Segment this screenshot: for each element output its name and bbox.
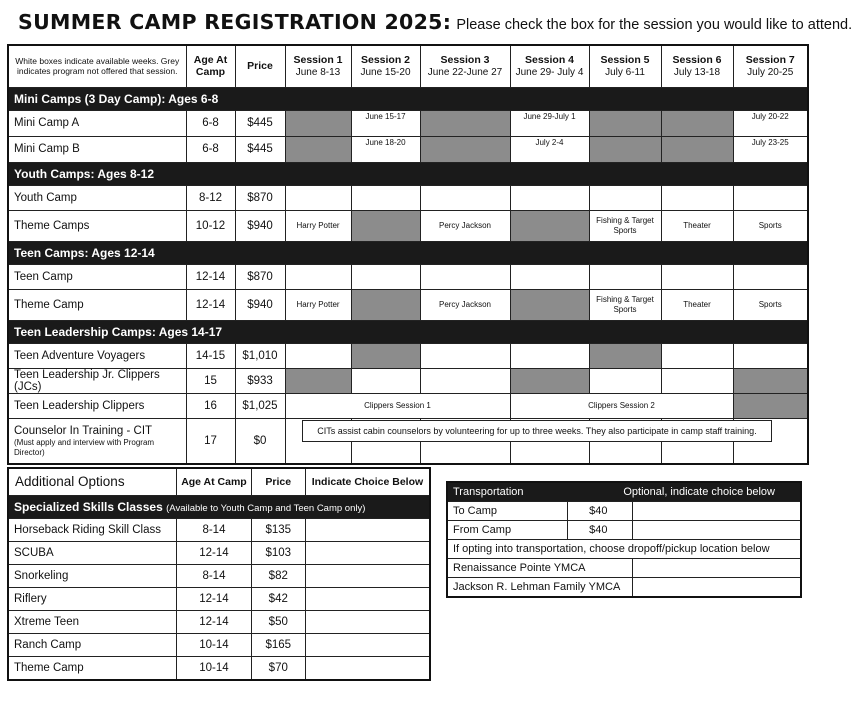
- session-checkbox[interactable]: Sports: [733, 289, 808, 320]
- transport-price: $40: [568, 521, 632, 540]
- session-name: Session 6: [672, 53, 722, 66]
- table-row: [8, 136, 808, 162]
- option-name: SCUBA: [8, 541, 177, 564]
- option-age: 10-14: [177, 633, 251, 656]
- option-age: 8-14: [177, 518, 251, 541]
- program-name: Teen Camp: [8, 264, 186, 289]
- program-price: $933: [235, 368, 285, 393]
- session-checkbox[interactable]: [661, 185, 733, 210]
- session-checkbox[interactable]: [351, 368, 420, 393]
- table-row: [8, 393, 808, 418]
- cit-name: Counselor In Training - CIT: [14, 424, 153, 437]
- category-label: [8, 495, 430, 518]
- category-row-leadership: [8, 320, 808, 343]
- transport-title-note: Optional, indicate choice below: [623, 486, 775, 498]
- col-price: Price: [251, 468, 305, 495]
- program-name: Teen Adventure Voyagers: [8, 343, 186, 368]
- table-row: [8, 264, 808, 289]
- session-checkbox[interactable]: Theater: [661, 210, 733, 241]
- session-checkbox[interactable]: Fishing & Target Sports: [589, 289, 661, 320]
- session-checkbox[interactable]: Sports: [733, 210, 808, 241]
- choice-cell[interactable]: [305, 541, 430, 564]
- session-checkbox[interactable]: [285, 185, 351, 210]
- program-age: 12-14: [186, 264, 235, 289]
- unavailable-cell: [733, 393, 808, 418]
- program-price: $1,010: [235, 343, 285, 368]
- option-age: 8-14: [177, 564, 251, 587]
- transport-title: Transportation: [453, 486, 524, 498]
- option-age: 12-14: [177, 587, 251, 610]
- option-price: $165: [251, 633, 305, 656]
- table-row: [8, 110, 808, 136]
- option-age: 12-14: [177, 541, 251, 564]
- option-age: 12-14: [177, 610, 251, 633]
- category-row-teen: [8, 241, 808, 264]
- col-age: Age At Camp: [177, 468, 251, 495]
- session-checkbox[interactable]: Harry Potter: [285, 210, 351, 241]
- session-name: Session 4: [524, 53, 575, 66]
- program-name: Teen Leadership Jr. Clippers (JCs): [8, 368, 186, 393]
- unavailable-cell: [420, 110, 510, 136]
- session-checkbox[interactable]: [733, 343, 808, 368]
- program-age: 15: [186, 368, 235, 393]
- options-header-row: [8, 468, 430, 495]
- program-price: $445: [235, 110, 285, 136]
- choice-cell[interactable]: [305, 633, 430, 656]
- option-name: Ranch Camp: [8, 633, 177, 656]
- program-price: $870: [235, 185, 285, 210]
- session-checkbox[interactable]: [351, 264, 420, 289]
- session-checkbox[interactable]: [420, 185, 510, 210]
- additional-options-table: [7, 467, 431, 681]
- col-price: Price: [235, 45, 285, 87]
- option-price: $82: [251, 564, 305, 587]
- table-row: [8, 289, 808, 320]
- col-session-5: [589, 45, 661, 87]
- choice-cell[interactable]: [632, 521, 801, 540]
- page-header: [18, 10, 852, 34]
- clippers-session-2-checkbox[interactable]: Clippers Session 2: [510, 393, 733, 418]
- session-checkbox[interactable]: [285, 343, 351, 368]
- cit-requirement: (Must apply and interview with Program Director): [14, 437, 155, 457]
- unavailable-cell: [589, 136, 661, 162]
- col-session-4: [510, 45, 589, 87]
- session-checkbox[interactable]: July 20-22: [733, 110, 808, 136]
- session-checkbox[interactable]: [661, 264, 733, 289]
- program-age: 14-15: [186, 343, 235, 368]
- session-checkbox[interactable]: Theater: [661, 289, 733, 320]
- col-session-3: [420, 45, 510, 87]
- session-checkbox[interactable]: [510, 185, 589, 210]
- option-price: $135: [251, 518, 305, 541]
- table-row: [8, 587, 430, 610]
- location-option: Jackson R. Lehman Family YMCA: [447, 578, 632, 598]
- session-checkbox[interactable]: Fishing & Target Sports: [589, 210, 661, 241]
- category-row-youth: [8, 162, 808, 185]
- transport-option: To Camp: [447, 502, 568, 521]
- program-price: $940: [235, 289, 285, 320]
- program-age: 12-14: [186, 289, 235, 320]
- program-name: Mini Camp A: [8, 110, 186, 136]
- program-name: [8, 418, 186, 464]
- table-row: [8, 564, 430, 587]
- unavailable-cell: [285, 110, 351, 136]
- table-row: [8, 656, 430, 680]
- program-name: Theme Camp: [8, 289, 186, 320]
- table-row: [8, 541, 430, 564]
- category-row-skills: [8, 495, 430, 518]
- options-title: Additional Options: [8, 468, 177, 495]
- unavailable-cell: [351, 289, 420, 320]
- table-row: [447, 559, 801, 578]
- session-checkbox[interactable]: [661, 368, 733, 393]
- option-price: $70: [251, 656, 305, 680]
- choice-cell[interactable]: [305, 656, 430, 680]
- choice-cell[interactable]: [305, 587, 430, 610]
- table-row: [8, 210, 808, 241]
- choice-cell[interactable]: [632, 559, 801, 578]
- session-checkbox[interactable]: [351, 185, 420, 210]
- program-price: $940: [235, 210, 285, 241]
- unavailable-cell: [661, 110, 733, 136]
- col-session-6: [661, 45, 733, 87]
- table-row: [8, 343, 808, 368]
- session-header-row: [8, 45, 808, 87]
- program-name: Teen Leadership Clippers: [8, 393, 186, 418]
- program-price: $870: [235, 264, 285, 289]
- session-name: Session 2: [360, 53, 411, 66]
- option-price: $103: [251, 541, 305, 564]
- unavailable-cell: [733, 368, 808, 393]
- col-session-2: [351, 45, 420, 87]
- session-checkbox[interactable]: June 18-20: [351, 136, 420, 162]
- option-age: 10-14: [177, 656, 251, 680]
- table-row: [8, 610, 430, 633]
- program-age: 16: [186, 393, 235, 418]
- unavailable-cell: [420, 136, 510, 162]
- session-checkbox[interactable]: Harry Potter: [285, 289, 351, 320]
- session-dates: June 8-13: [295, 66, 341, 78]
- category-row-mini: [8, 87, 808, 110]
- session-checkbox[interactable]: Percy Jackson: [420, 289, 510, 320]
- session-checkbox[interactable]: [420, 264, 510, 289]
- col-session-1: [285, 45, 351, 87]
- legend-note: White boxes indicate available weeks. Grey indicates program not offered that session.: [8, 45, 186, 87]
- transport-header-row: [447, 482, 801, 502]
- option-price: $50: [251, 610, 305, 633]
- program-age: 17: [186, 418, 235, 464]
- session-name: Session 3: [440, 53, 490, 66]
- category-label: Teen Camps: Ages 12-14: [8, 241, 808, 264]
- transportation-table: [446, 481, 802, 598]
- option-price: $42: [251, 587, 305, 610]
- skills-note: (Available to Youth Camp and Teen Camp only): [166, 502, 366, 514]
- unavailable-cell: [589, 110, 661, 136]
- unavailable-cell: [510, 289, 589, 320]
- option-name: Snorkeling: [8, 564, 177, 587]
- option-name: Xtreme Teen: [8, 610, 177, 633]
- session-checkbox[interactable]: June 15-17: [351, 110, 420, 136]
- transport-price: $40: [568, 502, 632, 521]
- col-choice: Indicate Choice Below: [305, 468, 430, 495]
- session-checkbox[interactable]: [589, 264, 661, 289]
- program-age: 10-12: [186, 210, 235, 241]
- session-name: Session 1: [293, 53, 343, 66]
- session-dates: July 20-25: [747, 66, 794, 78]
- unavailable-cell: [510, 368, 589, 393]
- choice-cell[interactable]: [632, 502, 801, 521]
- unavailable-cell: [589, 343, 661, 368]
- program-price: $1,025: [235, 393, 285, 418]
- session-dates: July 13-18: [673, 66, 721, 78]
- cit-note: CITs assist cabin counselors by volunteering for up to three weeks. They also participate in camp staff training.: [302, 420, 772, 442]
- program-price: $445: [235, 136, 285, 162]
- choice-cell[interactable]: [305, 518, 430, 541]
- program-name: Youth Camp: [8, 185, 186, 210]
- unavailable-cell: [285, 136, 351, 162]
- session-checkbox[interactable]: Percy Jackson: [420, 210, 510, 241]
- session-checkbox[interactable]: [589, 368, 661, 393]
- session-checkbox[interactable]: June 29-July 1: [510, 110, 589, 136]
- session-name: Session 7: [745, 53, 795, 66]
- program-age: 6-8: [186, 136, 235, 162]
- clippers-session-1-checkbox[interactable]: Clippers Session 1: [285, 393, 510, 418]
- session-table: [7, 44, 809, 465]
- option-name: Theme Camp: [8, 656, 177, 680]
- session-checkbox[interactable]: [661, 343, 733, 368]
- option-name: Horseback Riding Skill Class: [8, 518, 177, 541]
- unavailable-cell: [351, 343, 420, 368]
- table-row: [8, 368, 808, 393]
- session-checkbox[interactable]: July 2-4: [510, 136, 589, 162]
- session-checkbox[interactable]: [420, 368, 510, 393]
- page-instruction: Please check the box for the session you would like to attend.: [456, 17, 852, 33]
- unavailable-cell: [510, 210, 589, 241]
- page-title: SUMMER CAMP REGISTRATION 2025:: [18, 10, 452, 34]
- choice-cell[interactable]: [305, 610, 430, 633]
- session-checkbox[interactable]: [589, 185, 661, 210]
- session-dates: June 29- July 4: [515, 66, 584, 78]
- location-note: If opting into transportation, choose dropoff/pickup location below: [447, 540, 801, 559]
- unavailable-cell: [661, 136, 733, 162]
- choice-cell[interactable]: [632, 578, 801, 598]
- session-checkbox[interactable]: [510, 264, 589, 289]
- session-dates: June 15-20: [360, 66, 411, 78]
- session-checkbox[interactable]: [733, 264, 808, 289]
- table-row: [8, 518, 430, 541]
- session-dates: June 22-June 27: [427, 66, 503, 78]
- col-session-7: [733, 45, 808, 87]
- program-price: $0: [235, 418, 285, 464]
- program-age: 6-8: [186, 110, 235, 136]
- category-label: Mini Camps (3 Day Camp): Ages 6-8: [8, 87, 808, 110]
- session-checkbox[interactable]: [420, 343, 510, 368]
- session-checkbox[interactable]: [733, 185, 808, 210]
- table-row: [447, 521, 801, 540]
- location-option: Renaissance Pointe YMCA: [447, 559, 632, 578]
- program-age: 8-12: [186, 185, 235, 210]
- table-row: [8, 185, 808, 210]
- skills-title: Specialized Skills Classes: [14, 499, 163, 514]
- unavailable-cell: [351, 210, 420, 241]
- table-row: [447, 578, 801, 598]
- table-row: [8, 633, 430, 656]
- col-age: Age At Camp: [186, 45, 235, 87]
- table-row: [447, 502, 801, 521]
- transport-option: From Camp: [447, 521, 568, 540]
- program-name: Mini Camp B: [8, 136, 186, 162]
- session-name: Session 5: [600, 53, 650, 66]
- session-checkbox[interactable]: [510, 343, 589, 368]
- category-label: Youth Camps: Ages 8-12: [8, 162, 808, 185]
- category-label: Teen Leadership Camps: Ages 14-17: [8, 320, 808, 343]
- transport-header: [447, 482, 801, 502]
- option-name: Riflery: [8, 587, 177, 610]
- unavailable-cell: [285, 368, 351, 393]
- table-row: [447, 540, 801, 559]
- program-name: Theme Camps: [8, 210, 186, 241]
- session-checkbox[interactable]: July 23-25: [733, 136, 808, 162]
- choice-cell[interactable]: [305, 564, 430, 587]
- session-dates: July 6-11: [605, 66, 645, 78]
- session-checkbox[interactable]: [285, 264, 351, 289]
